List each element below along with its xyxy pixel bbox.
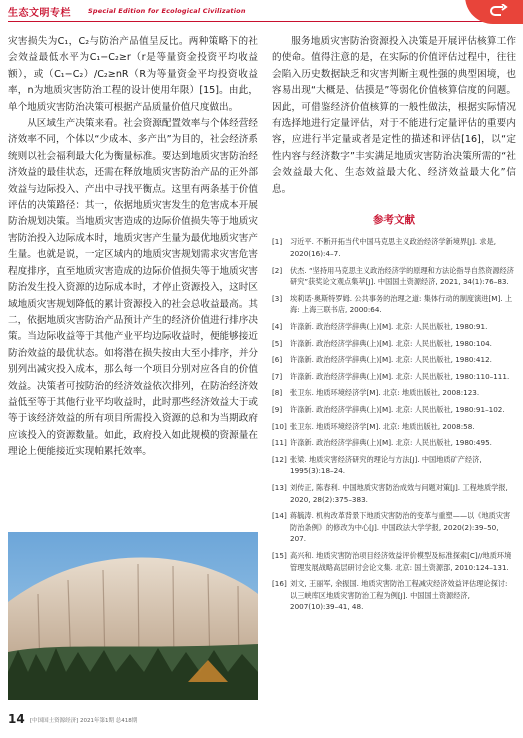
- left-column: [8, 34, 258, 461]
- reference-item: [7] 许涤新. 政治经济学辞典(上)[M]. 北京: 人民出版社, 1980:110–111.: [272, 371, 510, 381]
- page-number: 14: [8, 712, 25, 726]
- reference-item: [6] 许涤新. 政治经济学辞典(上)[M]. 北京: 人民出版社, 1980:412.: [272, 355, 492, 365]
- reference-item: [10] 张卫东. 地质环境经济学[M]. 北京: 地质出版社, 2008:58.: [272, 421, 475, 431]
- reference-item: [4] 许涤新. 政治经济学辞典(上)[M]. 北京: 人民出版社, 1980:91.: [272, 322, 488, 332]
- reference-item: [9] 许涤新. 政治经济学辞典(上)[M]. 北京: 人民出版社, 1980:91–102.: [272, 405, 505, 414]
- reference-item: [13] 刘传正, 陈春利. 中国地质灾害防治成效与问题对策[J]. 工程地质学报, 2020, 28(2):375–383.: [272, 482, 508, 504]
- page-header: [0, 0, 523, 26]
- paragraph: 从区域生产决策来看。社会资源配置效率与个体经营经济效率不同，个体以“少成本、多产出”为目的，社会经济系统则以社会福利最大化为衡量标准。要达到地质灾害防治经济效益的最佳状态，还需在释放地质灾害防治产品的正外部效益与边际投入、产出中寻找平衡点。这里有两条基于价值评估的决策路径：其一，依据地质灾害发生的危害成本开展防治规划决策。当地质灾害造成的边际价值损失等于地质灾害防治投入边际成本时，地质灾害产生量为最优地质灾害产生量。也就是说，一定区域内的地质灾害规划需求灾害危害程度排序，直至地质灾害造成的边际价值损失等于地质灾害防治发生投入资源的边际成本时，才停止资源投入，这时区域地质灾害规划降低的累计资源投入的社会总收益最高。其二，依据地质灾害防治产品预计产生的经济价值进行排序决策。当边际收益等于其他产业平均边际收益时，便能够接近防治效益的最优状态。如将潜在损失按由大至小排序，并分别列出减灾投入成本，那么每一个项目分别对应各自的价值效益。决策者可按防治的经济效益依次排列，在防治经济效益低至等于其他行业平均收益时，此时那些经济效益大于或等于该经济效益的所有项目所需投入资源的总和为当期政府应该投入的资源数量。如此，政府投入如此规模的资源量在理论上便能接近实现帕累托效率。: [8, 118, 258, 458]
- reference-item: [8] 张卫东. 地质环境经济学[M]. 北京: 地质出版社, 2008:123.: [272, 388, 480, 398]
- column-title: 生态文明专栏: [8, 8, 71, 19]
- references-list: [272, 236, 516, 612]
- reference-item: [5] 许涤新. 政治经济学辞典(上)[M]. 北京: 人民出版社, 1980:104.: [272, 338, 492, 348]
- column-title-english: Special Edition for Ecological Civilization: [88, 7, 246, 15]
- reference-item: [2] 伏杰. “坚持用马克思主义政治经济学的原理和方法论指导自然资源经济研究”获奖论文观点集萃[J]. 中国国土资源经济, 2021, 34(1):76–83.: [272, 265, 514, 287]
- reference-item: [3] 埃莉诺·奥斯特罗姆. 公共事务的治理之道: 集体行动的制度演进[M]. 上海: 上海三联书店, 2000:64.: [272, 293, 513, 315]
- paragraph: 灾害损失为C₁，C₂与防治产品值呈反比。两种策略下的社会效益最低水平为C₁−C₂≥r（r是等量资金投资平均收益额），或（C₁−C₂）/C₂≥nR（R为等量资金平均投资收益率，n为地质灾害防治工程的设计使用年限）[15]。由此，单个地质灾害防治决策可根据产品质量价值尺度做出。: [8, 36, 258, 113]
- journal-info: [中国国土资源经济] 2021年第1期 总418期: [30, 718, 138, 724]
- reference-item: [14] 蒋毓涛. 机构改革背景下地质灾害防治的变革与重塑——以《地质灾害防治条例》的修改为中心[J]. 中国政法大学学报, 2020(2):39–50, 207.: [272, 511, 511, 544]
- return-arrow-icon: [489, 4, 509, 18]
- references-heading: 参考文献: [373, 214, 415, 227]
- reference-item: [16] 刘文, 王丽军, 余振国. 地质灾害防治工程减灾经济效益评估理论探讨: 以三峡库区地质灾害防治工程为例[J]. 中国国土资源经济, 2007(10):39–41, 48.: [272, 579, 508, 612]
- reference-item: [11] 许涤新. 政治经济学辞典(上)[M]. 北京: 人民出版社, 1980:495.: [272, 438, 492, 448]
- page-footer: [8, 712, 515, 728]
- reference-item: [15] 高兴和. 地质灾害防治项目经济效益评价模型及标准探索[C]//地质环境管理发展战略高层研讨会论文集. 北京: 国土资源部, 2010:124–131.: [272, 550, 512, 572]
- reference-item: [1] 习近平. 不断开拓当代中国马克思主义政治经济学新境界[J]. 求是, 2020(16):4–7.: [272, 237, 497, 259]
- cliff-landscape-photo: [8, 532, 258, 700]
- reference-item: [12] 张梁. 地质灾害经济研究的理论与方法[J]. 中国地质矿产经济, 1995(3):18–24.: [272, 454, 482, 476]
- paragraph: 服务地质灾害防治资源投入决策是开展评估核算工作的使命。值得注意的是，在实际的价值评估过程中，往往会陷入历史数据缺乏和灾害判断主观性强的典型困境，也容易出现“大概是、估摸是”等弱化价值核算信度的问题。因此，可借鉴经济价值核算的一般性做法，根据实际情况有选择地进行定量评估，对于不能进行定量评估的重要内容，应进行半定量或者是定性的描述和评估[16]，以“定性内容与经济数字”丰实满足地质灾害防治决策所需的“社会效益最大化、生态效益最大化、经济效益最大化”信息。: [272, 36, 516, 195]
- right-column: [272, 34, 516, 618]
- header-rule: [8, 21, 515, 22]
